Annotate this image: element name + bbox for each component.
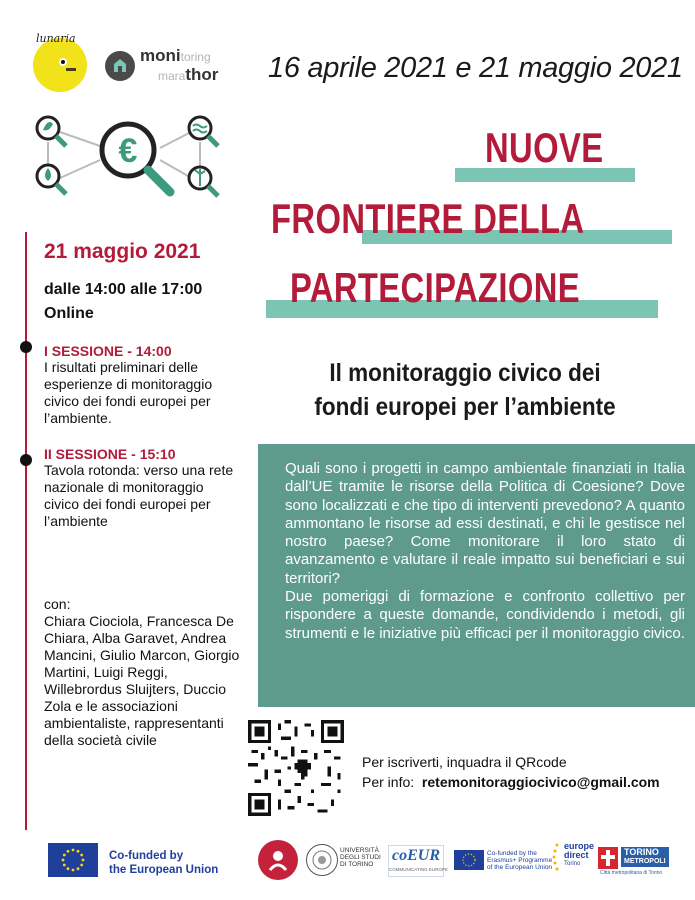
monitoring-marathon-logo: monitoring marathor (140, 46, 219, 84)
euro-magnifier-icon (102, 124, 170, 192)
speakers-intro: con: (44, 596, 71, 612)
water-magnifier-icon (189, 117, 218, 146)
partner-logo-red-circle (258, 840, 298, 880)
session-2-text: Tavola rotonda: verso una rete nazionale di monitoraggio civico dei fondi europei per l’ambiente (44, 462, 234, 529)
torino-metropoli-logo: TORINO METROPOLI (621, 847, 669, 867)
register-qr-text: Per iscriverti, inquadra il QRcode (362, 754, 567, 770)
title-line-1: NUOVE (485, 124, 604, 171)
timeline-dot-session1 (20, 341, 32, 353)
erasmus-logo-text: Co-funded by the Erasmus+ Programme of the European Union (487, 850, 553, 871)
contact-email-link[interactable]: retemonitoraggiocivico@gmail.com (421, 774, 660, 790)
coeur-logo: coEUR COMMUNICATING EUROPE (388, 845, 444, 877)
title-line-3: PARTECIPAZIONE (290, 264, 581, 311)
speakers-list: Chiara Ciociola, Francesca De Chiara, Alba Garavet, Andrea Mancini, Giulio Marcon, Giorgio Martini, Luigi Reggi, Willebrordus Sluijters, Duccio Zola e le associazioni ambientaliste, rappresentanti della società civile (44, 613, 240, 748)
europe-direct-logo: europe direct Torino (564, 841, 595, 867)
description-text (285, 460, 685, 643)
description-paragraph-2: Due pomeriggi di formazione e confronto collettivo per rispondere a queste domande, condividendo i metodi, gli strumenti e le iniziative più efficaci per il monitoraggio civico. (285, 588, 685, 642)
event-time: dalle 14:00 alle 17:00 Online (44, 281, 203, 322)
event-dates: 16 aprile 2021 e 21 maggio 2021 (268, 52, 683, 84)
timeline-dot-session2 (20, 454, 32, 466)
monitoring-marathon-logo-icon (105, 51, 135, 81)
svg-text:€: € (118, 132, 138, 170)
torino-shield-icon (598, 847, 618, 869)
unito-seal-icon (306, 844, 338, 876)
session-2-title: II SESSIONE - 15:10 (44, 446, 176, 462)
lunaria-logo (33, 38, 87, 92)
figure-icon (258, 840, 298, 880)
register-contact: Per info: retemonitoraggiocivico@gmail.com (362, 774, 660, 790)
qr-code[interactable] (248, 720, 344, 816)
moon-character-icon (33, 38, 87, 92)
session-2 (44, 446, 234, 530)
title-line-2: FRONTIERE DELLA (271, 195, 585, 242)
erasmus-flag-icon (454, 850, 484, 870)
subtitle: Il monitoraggio civico dei fondi europei per l’ambiente (314, 359, 616, 421)
wind-turbine-magnifier-icon (189, 167, 218, 196)
session-1-text: I risultati preliminari delle esperienze di monitoraggio civico dei fondi europei per l’ambiente. (44, 359, 213, 426)
session-1-title: I SESSIONE - 14:00 (44, 343, 172, 359)
timeline-line (25, 232, 27, 830)
lunaria-logo-text: lunaria (36, 32, 76, 45)
monitoring-network-illustration (30, 108, 230, 208)
register-info (362, 752, 660, 792)
leaf-magnifier-icon (37, 117, 66, 146)
speakers (44, 596, 249, 749)
torino-metropoli-subtext: Città metropolitana di Torino (600, 870, 663, 876)
description-paragraph-1: Quali sono i progetti in campo ambientale finanziati in Italia dall’UE tramite le risorse della Politica di Coesione? Dove sono localizzati e che tipo di interventi prevedono? A quanto ammontano le risorse ad essi destinati, e chi le gestisce nel nostro paese? Come monitorare il loro stato di avanzamento e valutare il reale impatto sui beneficiari e sui territori? (285, 460, 685, 587)
europe-direct-stars-icon (552, 842, 562, 872)
event-date: 21 maggio 2021 (44, 240, 201, 263)
eu-cofunded-text: Co-funded by the European Union (109, 850, 219, 876)
eu-flag-icon (48, 843, 98, 877)
unito-logo-text: UNIVERSITÀ DEGLI STUDI DI TORINO (340, 847, 381, 868)
drop-magnifier-icon (37, 165, 66, 194)
session-1 (44, 343, 244, 427)
